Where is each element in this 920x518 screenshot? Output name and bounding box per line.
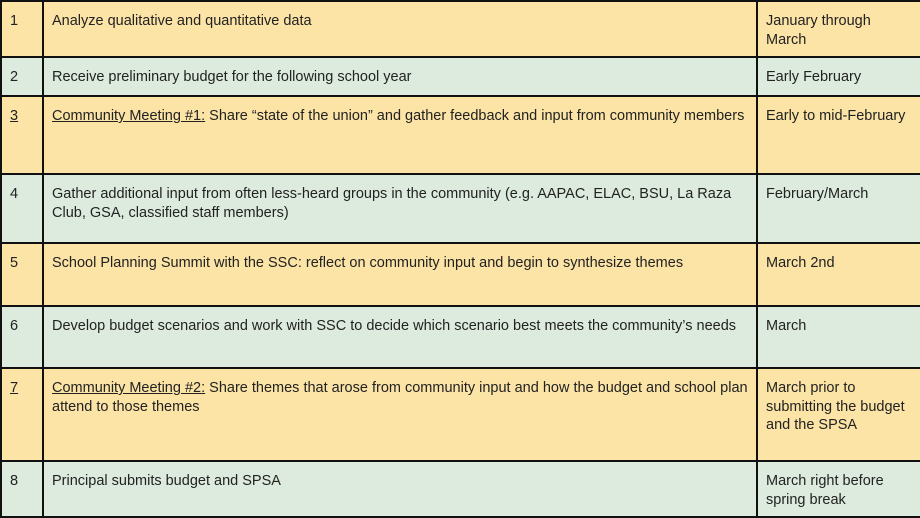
step-number-cell [1, 57, 43, 96]
table-row [1, 368, 920, 461]
step-timeframe-cell [757, 461, 920, 517]
step-number-cell [1, 461, 43, 517]
step-number: 6 [10, 318, 19, 334]
step-description-cell [43, 368, 757, 461]
table-row [1, 306, 920, 368]
step-number-link[interactable]: 7 [10, 380, 19, 396]
step-description: Principal submits budget and SPSA [52, 473, 281, 489]
step-timeframe-cell [757, 306, 920, 368]
step-number: 8 [10, 473, 19, 489]
step-description-cell [43, 243, 757, 306]
step-number: 1 [10, 13, 19, 29]
step-number-cell [1, 174, 43, 243]
table-row [1, 57, 920, 96]
step-number: 5 [10, 255, 19, 271]
step-description: Receive preliminary budget for the following school year [52, 69, 412, 85]
step-number-cell [1, 368, 43, 461]
step-timeframe-cell [757, 243, 920, 306]
step-timeframe-cell [757, 57, 920, 96]
step-number-cell [1, 1, 43, 57]
step-description: Share “state of the union” and gather feedback and input from community members [205, 108, 745, 124]
table-row [1, 461, 920, 517]
step-timeframe: Early February [766, 69, 862, 85]
step-timeframe-cell [757, 96, 920, 174]
step-timeframe: March [766, 318, 807, 334]
step-description-cell [43, 57, 757, 96]
step-number-cell [1, 96, 43, 174]
step-description: Gather additional input from often less-heard groups in the community (e.g. AAPAC, ELAC, BSU, La Raza Club, GSA, classified staff members) [52, 186, 732, 221]
step-number-cell [1, 243, 43, 306]
step-description-cell [43, 306, 757, 368]
step-description-cell [43, 1, 757, 57]
step-number: 2 [10, 69, 19, 85]
step-number: 4 [10, 186, 19, 202]
table-row [1, 1, 920, 57]
step-timeframe-cell [757, 174, 920, 243]
step-description: School Planning Summit with the SSC: reflect on community input and begin to synthesize themes [52, 255, 684, 271]
step-description: Share themes that arose from community input and how the budget and school plan attend to those themes [52, 380, 748, 415]
step-number-link[interactable]: 3 [10, 108, 19, 124]
step-description-cell [43, 174, 757, 243]
step-timeframe: March 2nd [766, 255, 835, 271]
step-timeframe-cell [757, 1, 920, 57]
table-row [1, 96, 920, 174]
step-description-cell [43, 96, 757, 174]
step-timeframe: Early to mid-February [766, 108, 906, 124]
step-description-cell [43, 461, 757, 517]
step-timeframe-cell [757, 368, 920, 461]
table-row [1, 243, 920, 306]
meeting-title-link[interactable]: Community Meeting #1: [52, 108, 206, 124]
step-description: Develop budget scenarios and work with SSC to decide which scenario best meets the community’s needs [52, 318, 737, 334]
step-timeframe: January through March [766, 13, 871, 48]
step-timeframe: March right before spring break [766, 473, 884, 508]
step-number-cell [1, 306, 43, 368]
step-timeframe: February/March [766, 186, 869, 202]
step-description: Analyze qualitative and quantitative data [52, 13, 312, 29]
meeting-title-link[interactable]: Community Meeting #2: [52, 380, 206, 396]
table-row [1, 174, 920, 243]
step-timeframe: March prior to submitting the budget and the SPSA [766, 380, 905, 433]
